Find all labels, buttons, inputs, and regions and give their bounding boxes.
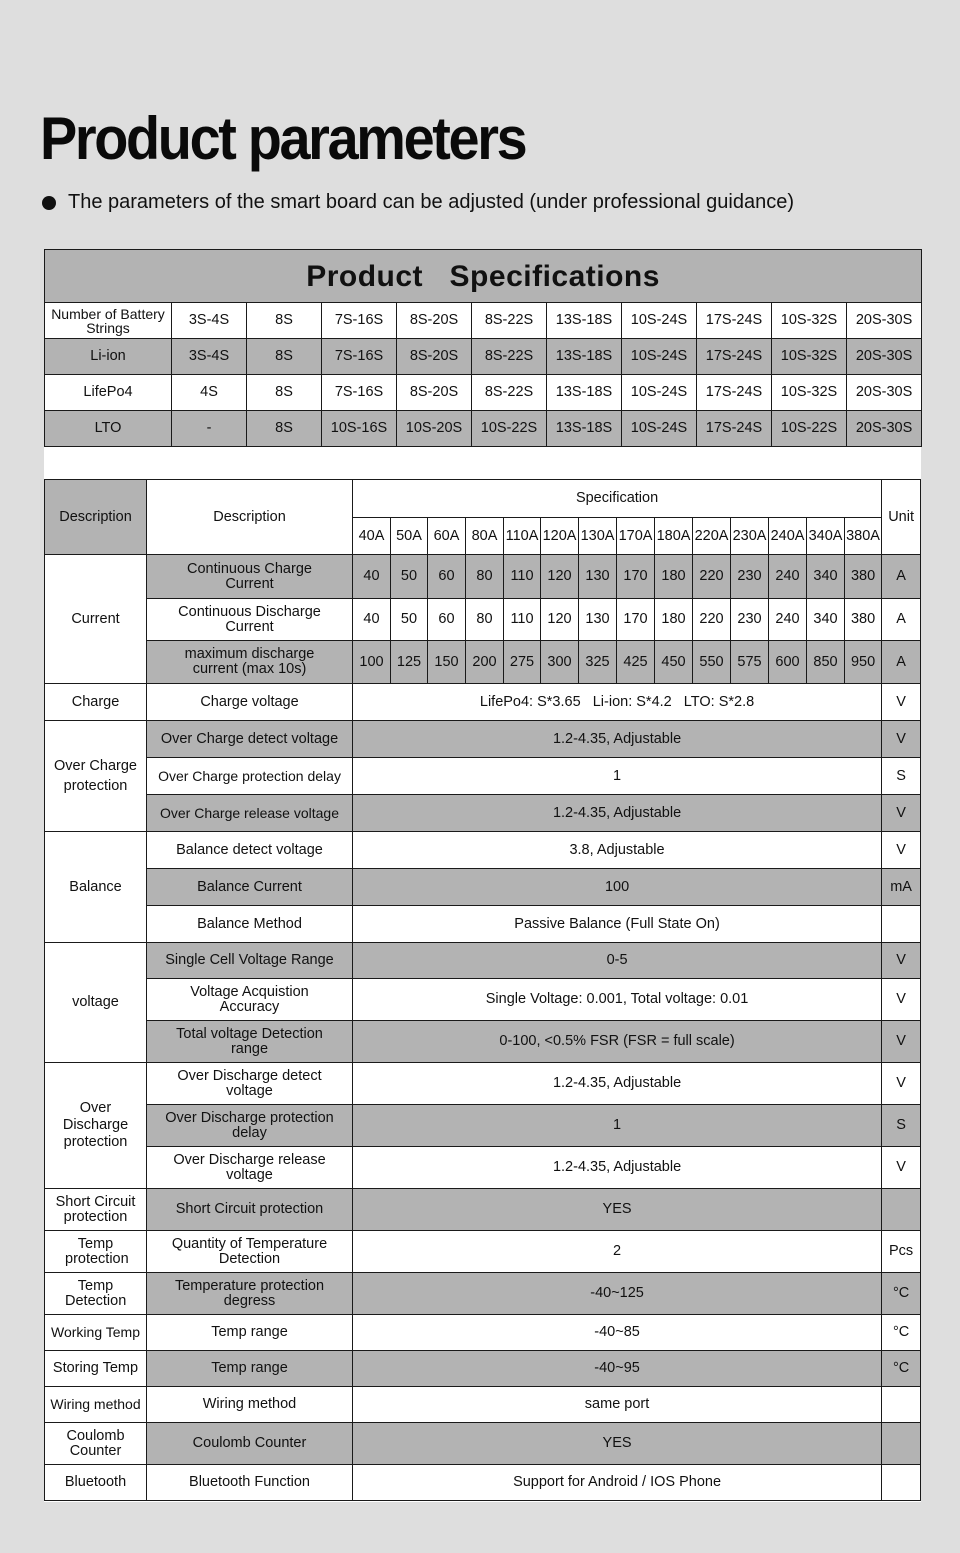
row-label: Over Discharge release voltage: [147, 1147, 353, 1189]
unit-cell: V: [882, 1021, 921, 1063]
unit-cell: V: [882, 721, 921, 758]
row-label: Temperature protection degress: [147, 1273, 353, 1315]
row-label: Over Discharge protection delay: [147, 1105, 353, 1147]
cell: 10S-22S: [772, 411, 847, 447]
table-row: [45, 1351, 921, 1387]
table-row: [45, 339, 922, 375]
table-row: [45, 1147, 921, 1189]
table-row: [45, 758, 921, 795]
cell: 20S-30S: [847, 339, 922, 375]
cell: 850: [807, 641, 845, 684]
table-row: [45, 795, 921, 832]
group-label: Over Discharge protection: [45, 1063, 147, 1189]
cell: 8S-20S: [397, 303, 472, 339]
unit-cell: [882, 1387, 921, 1423]
row-label: Balance detect voltage: [147, 832, 353, 869]
table-row: [45, 555, 921, 599]
value-cell: Single Voltage: 0.001, Total voltage: 0.01: [353, 979, 882, 1021]
cell: 275: [504, 641, 541, 684]
cell: 200: [466, 641, 504, 684]
unit-cell: [882, 1189, 921, 1231]
row-label: Number of Battery Strings: [45, 303, 172, 339]
row-label: Temp range: [147, 1315, 353, 1351]
value-cell: 0-5: [353, 943, 882, 979]
unit-cell: A: [882, 599, 921, 641]
header-specification: Specification: [353, 480, 882, 518]
cell: 10S-20S: [397, 411, 472, 447]
cell: 340: [807, 555, 845, 599]
group-label: Wiring method: [45, 1387, 147, 1423]
value-cell: 100: [353, 869, 882, 906]
cell: 7S-16S: [322, 303, 397, 339]
cell: 325: [579, 641, 617, 684]
table-row: [45, 1231, 921, 1273]
cell: 110: [504, 555, 541, 599]
row-label: Coulomb Counter: [147, 1423, 353, 1465]
cell: 8S-20S: [397, 375, 472, 411]
unit-cell: A: [882, 641, 921, 684]
cell: 110: [504, 599, 541, 641]
value-cell: same port: [353, 1387, 882, 1423]
cell: 380: [845, 555, 882, 599]
cell: 8S: [247, 411, 322, 447]
model-header: 170A: [617, 518, 655, 555]
cell: 575: [731, 641, 769, 684]
model-header: 380A: [845, 518, 882, 555]
cell: 10S-32S: [772, 375, 847, 411]
value-cell: 1.2-4.35, Adjustable: [353, 721, 882, 758]
table-row: [45, 411, 922, 447]
cell: 230: [731, 555, 769, 599]
model-header: 130A: [579, 518, 617, 555]
cell: 380: [845, 599, 882, 641]
table-row: [45, 1465, 921, 1501]
unit-cell: V: [882, 832, 921, 869]
value-cell: Passive Balance (Full State On): [353, 906, 882, 943]
unit-cell: Pcs: [882, 1231, 921, 1273]
table-row: [45, 721, 921, 758]
value-cell: 1.2-4.35, Adjustable: [353, 1063, 882, 1105]
cell: 230: [731, 599, 769, 641]
cell: 60: [428, 555, 466, 599]
cell: 3S-4S: [172, 303, 247, 339]
cell: 10S-32S: [772, 339, 847, 375]
cell: 10S-24S: [622, 303, 697, 339]
unit-cell: V: [882, 943, 921, 979]
unit-cell: V: [882, 1147, 921, 1189]
unit-cell: [882, 1423, 921, 1465]
cell: 8S-22S: [472, 303, 547, 339]
page-title: Product parameters: [40, 105, 526, 172]
unit-cell: A: [882, 555, 921, 599]
value-cell: Support for Android / IOS Phone: [353, 1465, 882, 1501]
group-label: Working Temp: [45, 1315, 147, 1351]
table-row: [45, 1423, 921, 1465]
group-label: Bluetooth: [45, 1465, 147, 1501]
cell: 180: [655, 599, 693, 641]
page-subtitle: [42, 191, 794, 214]
cell: 4S: [172, 375, 247, 411]
cell: 950: [845, 641, 882, 684]
value-cell: 1.2-4.35, Adjustable: [353, 795, 882, 832]
cell: 20S-30S: [847, 375, 922, 411]
cell: 8S: [247, 375, 322, 411]
group-label: Over Charge protection: [45, 721, 147, 832]
cell: 130: [579, 555, 617, 599]
group-label: Balance: [45, 832, 147, 943]
row-label: LTO: [45, 411, 172, 447]
cell: 340: [807, 599, 845, 641]
cell: 130: [579, 599, 617, 641]
row-label: Total voltage Detection range: [147, 1021, 353, 1063]
value-cell: 2: [353, 1231, 882, 1273]
specification-table: [44, 479, 921, 1501]
cell: 120: [541, 555, 579, 599]
table-row: [45, 375, 922, 411]
cell: 8S-20S: [397, 339, 472, 375]
subtitle-text: The parameters of the smart board can be adjusted (under professional guidance): [68, 191, 794, 213]
table-row: [45, 641, 921, 684]
row-label: Short Circuit protection: [147, 1189, 353, 1231]
table-row: [45, 1189, 921, 1231]
unit-cell: V: [882, 979, 921, 1021]
value-cell: 1.2-4.35, Adjustable: [353, 1147, 882, 1189]
unit-cell: °C: [882, 1351, 921, 1387]
table-row: [45, 1315, 921, 1351]
cell: 40: [353, 555, 391, 599]
cell: 7S-16S: [322, 339, 397, 375]
row-label: LifePo4: [45, 375, 172, 411]
table-row: [45, 832, 921, 869]
bullet-icon: [42, 196, 56, 210]
cell: 425: [617, 641, 655, 684]
unit-cell: mA: [882, 869, 921, 906]
cell: 40: [353, 599, 391, 641]
group-label: Coulomb Counter: [45, 1423, 147, 1465]
table-row: [45, 599, 921, 641]
cell: 17S-24S: [697, 303, 772, 339]
row-label: Balance Method: [147, 906, 353, 943]
cell: 10S-24S: [622, 375, 697, 411]
cell: 13S-18S: [547, 303, 622, 339]
cell: 3S-4S: [172, 339, 247, 375]
group-label: Short Circuit protection: [45, 1189, 147, 1231]
cell: 50: [391, 599, 428, 641]
value-cell: -40~125: [353, 1273, 882, 1315]
cell: 550: [693, 641, 731, 684]
unit-cell: S: [882, 758, 921, 795]
table-row: [45, 1063, 921, 1105]
cell: 80: [466, 599, 504, 641]
row-label: Balance Current: [147, 869, 353, 906]
model-header: 110A: [504, 518, 541, 555]
cell: 450: [655, 641, 693, 684]
group-label: Charge: [45, 684, 147, 721]
model-header: 230A: [731, 518, 769, 555]
row-label: Bluetooth Function: [147, 1465, 353, 1501]
header-description-2: Description: [147, 480, 353, 555]
table-row: [45, 943, 921, 979]
row-label: Wiring method: [147, 1387, 353, 1423]
cell: 8S: [247, 303, 322, 339]
cell: 10S-32S: [772, 303, 847, 339]
cell: 170: [617, 599, 655, 641]
cell: 170: [617, 555, 655, 599]
unit-cell: V: [882, 795, 921, 832]
row-label: maximum discharge current (max 10s): [147, 641, 353, 684]
cell: 13S-18S: [547, 375, 622, 411]
cell: 13S-18S: [547, 411, 622, 447]
table-row: [45, 1021, 921, 1063]
row-label: Single Cell Voltage Range: [147, 943, 353, 979]
cell: 20S-30S: [847, 303, 922, 339]
cell: 13S-18S: [547, 339, 622, 375]
table-row: [45, 1273, 921, 1315]
model-header: 120A: [541, 518, 579, 555]
group-label: voltage: [45, 943, 147, 1063]
model-header: 60A: [428, 518, 466, 555]
model-header: 40A: [353, 518, 391, 555]
cell: 10S-24S: [622, 339, 697, 375]
unit-cell: V: [882, 1063, 921, 1105]
table-row: [45, 684, 921, 721]
row-label: Charge voltage: [147, 684, 353, 721]
value-cell: 3.8, Adjustable: [353, 832, 882, 869]
row-label: Over Charge detect voltage: [147, 721, 353, 758]
cell: 180: [655, 555, 693, 599]
group-label: Temp protection: [45, 1231, 147, 1273]
cell: 20S-30S: [847, 411, 922, 447]
model-header: 50A: [391, 518, 428, 555]
table-row: [45, 1105, 921, 1147]
cell: 60: [428, 599, 466, 641]
value-cell: 0-100, <0.5% FSR (FSR = full scale): [353, 1021, 882, 1063]
value-cell: 1: [353, 758, 882, 795]
table-row: [45, 979, 921, 1021]
value-cell: -40~85: [353, 1315, 882, 1351]
cell: 8S-22S: [472, 375, 547, 411]
value-cell: LifePo4: S*3.65 Li-ion: S*4.2 LTO: S*2.8: [353, 684, 882, 721]
row-label: Temp range: [147, 1351, 353, 1387]
row-label: Over Discharge detect voltage: [147, 1063, 353, 1105]
cell: 220: [693, 599, 731, 641]
cell: 600: [769, 641, 807, 684]
value-cell: 1: [353, 1105, 882, 1147]
value-cell: -40~95: [353, 1351, 882, 1387]
value-cell: YES: [353, 1189, 882, 1231]
header-unit: Unit: [882, 480, 921, 555]
table-title: Product Specifications: [45, 250, 922, 303]
cell: 150: [428, 641, 466, 684]
unit-cell: [882, 906, 921, 943]
battery-strings-table: [44, 249, 922, 447]
group-label: Storing Temp: [45, 1351, 147, 1387]
row-label: Over Charge protection delay: [147, 758, 353, 795]
model-header: 180A: [655, 518, 693, 555]
row-label: Li-ion: [45, 339, 172, 375]
table-row: [45, 303, 922, 339]
cell: 240: [769, 599, 807, 641]
header-description-1: Description: [45, 480, 147, 555]
cell: 8S: [247, 339, 322, 375]
table-row: [45, 906, 921, 943]
group-label: Current: [45, 555, 147, 684]
row-label: Over Charge release voltage: [147, 795, 353, 832]
model-header: 240A: [769, 518, 807, 555]
unit-cell: [882, 1465, 921, 1501]
table-row: [45, 1387, 921, 1423]
row-label: Continuous Charge Current: [147, 555, 353, 599]
row-label: Voltage Acquistion Accuracy: [147, 979, 353, 1021]
cell: 120: [541, 599, 579, 641]
cell: 17S-24S: [697, 411, 772, 447]
model-header: 80A: [466, 518, 504, 555]
cell: 220: [693, 555, 731, 599]
unit-cell: °C: [882, 1273, 921, 1315]
cell: 125: [391, 641, 428, 684]
cell: 17S-24S: [697, 339, 772, 375]
table-row: [45, 869, 921, 906]
unit-cell: °C: [882, 1315, 921, 1351]
model-header: 340A: [807, 518, 845, 555]
model-header: 220A: [693, 518, 731, 555]
cell: 80: [466, 555, 504, 599]
row-label: Continuous Discharge Current: [147, 599, 353, 641]
row-label: Quantity of Temperature Detection: [147, 1231, 353, 1273]
cell: 240: [769, 555, 807, 599]
cell: 10S-16S: [322, 411, 397, 447]
group-label: Temp Detection: [45, 1273, 147, 1315]
cell: -: [172, 411, 247, 447]
unit-cell: S: [882, 1105, 921, 1147]
unit-cell: V: [882, 684, 921, 721]
cell: 50: [391, 555, 428, 599]
cell: 10S-24S: [622, 411, 697, 447]
cell: 300: [541, 641, 579, 684]
value-cell: YES: [353, 1423, 882, 1465]
cell: 17S-24S: [697, 375, 772, 411]
cell: 8S-22S: [472, 339, 547, 375]
cell: 100: [353, 641, 391, 684]
cell: 7S-16S: [322, 375, 397, 411]
cell: 10S-22S: [472, 411, 547, 447]
